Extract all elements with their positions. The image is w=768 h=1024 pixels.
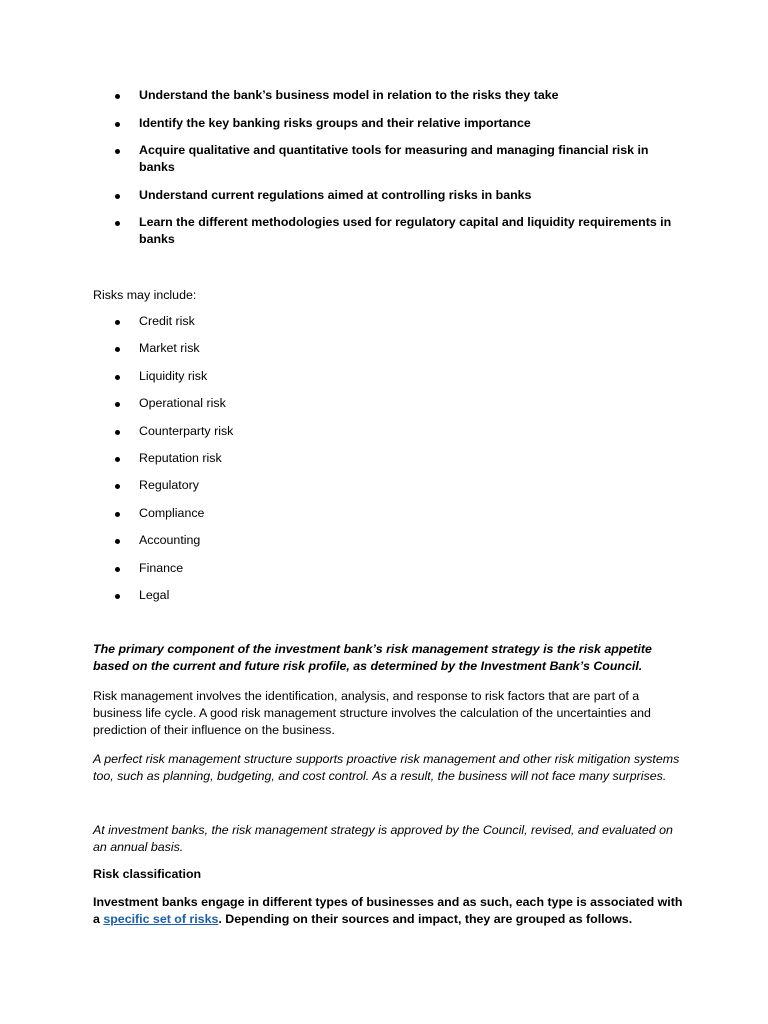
list-item [0,560,679,577]
list-item [0,87,679,104]
classification-heading: Risk classification [93,867,202,881]
risks-list [0,313,679,614]
list-item [0,423,679,440]
bullet-icon [115,567,120,572]
list-item [0,368,679,385]
bullet-icon [115,539,120,544]
bullet-icon [115,402,120,407]
bullet-icon [115,594,120,599]
list-item [0,340,679,357]
list-item-text: Learn the different methodologies used for regulatory capital and liquidity requirements in banks [139,215,672,246]
classification-text-before: Investment banks engage in different types of businesses and as such, each type is associated with a [93,895,683,926]
list-item [0,214,679,248]
list-item [0,505,679,522]
risks-intro: Risks may include: [93,288,197,302]
list-item-text: Accounting [139,533,201,548]
bullet-icon [115,484,120,489]
list-item-text: Counterparty risk [139,423,234,438]
list-item [0,532,679,549]
bullet-icon [115,375,120,380]
list-item-text: Operational risk [139,396,226,411]
bullet-icon [115,122,120,127]
list-item-text: Market risk [139,341,200,356]
list-item [0,587,679,604]
bullet-icon [115,149,120,154]
list-item-text: Reputation risk [139,450,222,465]
bullet-icon [115,430,120,435]
bullet-icon [115,320,120,325]
list-item-text: Understand current regulations aimed at controlling risks in banks [139,187,532,202]
list-item [0,450,679,467]
list-item-text: Compliance [139,505,205,520]
list-item-text: Acquire qualitative and quantitative tools for measuring and managing financial risk in banks [139,143,649,174]
list-item-text: Finance [139,560,184,575]
list-item-text: Understand the bank’s business model in relation to the risks they take [139,88,559,102]
list-item [0,477,679,494]
list-item [0,115,679,132]
classification-paragraph [93,894,683,928]
list-item-text: Regulatory [139,478,199,493]
list-item [0,313,679,330]
list-item [0,187,679,204]
bullet-icon [115,94,120,99]
bullet-icon [115,457,120,462]
list-item-text: Legal [139,587,170,602]
bullet-icon [115,512,120,517]
list-item-text: Liquidity risk [139,368,208,383]
list-item-text: Credit risk [139,314,195,328]
bullet-icon [115,347,120,352]
list-item [0,142,679,176]
list-item [0,395,679,412]
classification-text-after: . Depending on their sources and impact, they are grouped as follows. [218,912,633,926]
learning-goals-list [0,87,679,259]
bullet-icon [115,221,120,226]
council-paragraph: At investment banks, the risk management strategy is approved by the Council, revised, and evaluated on an annual basis. [93,823,673,854]
list-item-text: Identify the key banking risks groups and their relative importance [139,115,531,130]
perfect-structure-paragraph: A perfect risk management structure supports proactive risk management and other risk mitigation systems too, such as planning, budgeting, and cost control. As a result, the business will not face many surprises. [93,752,680,783]
strategy-statement: The primary component of the investment bank’s risk management strategy is the risk appetite based on the current and future risk profile, as determined by the Investment Bank’s Council. [93,642,652,673]
risk-management-paragraph: Risk management involves the identification, analysis, and response to risk factors that are part of a business life cycle. A good risk management structure involves the calculation of the uncertainties and prediction of their influence on the business. [93,689,651,737]
specific-set-of-risks-link[interactable]: specific set of risks [103,912,219,926]
bullet-icon [115,194,120,199]
